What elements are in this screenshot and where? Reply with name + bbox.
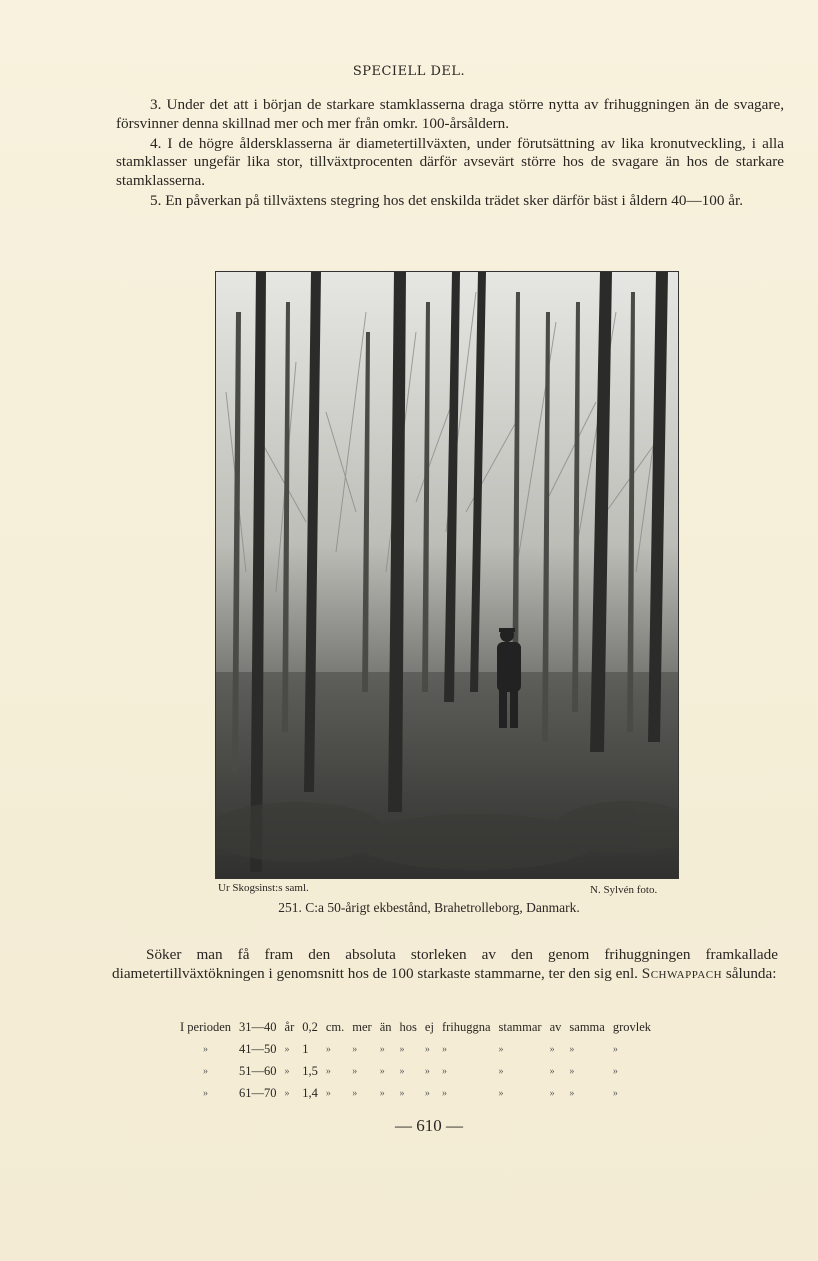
unit: » (284, 1065, 290, 1077)
row-label: » (203, 1087, 209, 1099)
ditto-cell: » (352, 1043, 358, 1055)
unit: » (284, 1043, 290, 1055)
text-cell: hos (399, 1019, 417, 1034)
ditto-cell: » (569, 1043, 575, 1055)
row-label: » (203, 1043, 209, 1055)
text-cell: av (549, 1019, 562, 1034)
ditto-cell: » (441, 1087, 447, 1099)
table-row (176, 1016, 655, 1038)
intro-paragraph (112, 946, 778, 984)
row-label: » (203, 1065, 209, 1077)
ditto-cell: » (549, 1065, 555, 1077)
ditto-cell: » (325, 1065, 331, 1077)
ditto-cell: » (549, 1087, 555, 1099)
table-row (176, 1038, 655, 1060)
period-range: 41—50 (239, 1041, 277, 1056)
unit: år (284, 1019, 295, 1034)
page-number: — 610 — (395, 1116, 463, 1135)
value: 1,4 (302, 1085, 318, 1100)
period-range: 61—70 (239, 1085, 277, 1100)
ditto-cell: » (379, 1087, 385, 1099)
paragraph-3: 3. Under det att i början de starkare stamklasserna draga större nytta av frihuggningen än de svagare, försvinner denna skillnad mer och mer från omkr. 100-årsåldern. (116, 96, 784, 132)
ditto-cell: » (352, 1087, 358, 1099)
ditto-cell: » (399, 1065, 405, 1077)
forest-photograph (215, 271, 679, 879)
value: 1,5 (302, 1063, 318, 1078)
ditto-cell: » (498, 1087, 504, 1099)
figure-caption: 251. C:a 50-årigt ekbestånd, Brahetrolleborg, Danmark. (278, 900, 580, 915)
table-row (176, 1082, 655, 1104)
text-cell: grovlek (612, 1019, 652, 1034)
text-cell: stammar (498, 1019, 542, 1034)
ditto-cell: » (612, 1087, 618, 1099)
ditto-cell: » (549, 1043, 555, 1055)
text-cell: ej (424, 1019, 434, 1034)
ditto-cell: » (379, 1065, 385, 1077)
ditto-cell: » (424, 1087, 430, 1099)
unit: » (284, 1087, 290, 1099)
value: 0,2 (302, 1019, 318, 1034)
ditto-cell: » (498, 1043, 504, 1055)
ditto-cell: » (325, 1043, 331, 1055)
value: 1 (302, 1041, 309, 1056)
growth-table (176, 1016, 655, 1104)
intro-text-after: sålunda: (722, 964, 777, 982)
photographer-credit: N. Sylvén foto. (590, 884, 658, 896)
text-cell: än (379, 1019, 392, 1034)
paragraph-4: 4. I de högre åldersklasserna är diametertillväxten, under förutsättning av lika kronutveckling, i alla stamklasser ungefär lika stor, tillväxtprocenten därför avsevärt större hos de svagare än hos de starkare stamklasserna. (116, 134, 784, 190)
period-range: 31—40 (239, 1019, 277, 1034)
ditto-cell: » (612, 1065, 618, 1077)
table-row (176, 1060, 655, 1082)
ditto-cell: » (441, 1043, 447, 1055)
ditto-cell: » (569, 1087, 575, 1099)
ditto-cell: » (399, 1087, 405, 1099)
ditto-cell: » (424, 1043, 430, 1055)
text-cell: mer (352, 1019, 372, 1034)
text-cell: frihuggna (441, 1019, 491, 1034)
ditto-cell: » (441, 1065, 447, 1077)
text-cell: samma (569, 1019, 605, 1034)
ditto-cell: » (379, 1043, 385, 1055)
ditto-cell: » (352, 1065, 358, 1077)
ditto-cell: » (498, 1065, 504, 1077)
period-range: 51—60 (239, 1063, 277, 1078)
ditto-cell: » (424, 1065, 430, 1077)
ditto-cell: » (612, 1043, 618, 1055)
intro-text-before: Söker man få fram den absoluta storleken av den genom frihuggningen framkallade diametertillväxtökningen i genomsnitt hos de 100 starkaste stammarne, ter den sig enl. (112, 946, 778, 982)
numbered-paragraphs (116, 96, 784, 211)
running-header: SPECIELL DEL. (352, 64, 466, 79)
ditto-cell: » (399, 1043, 405, 1055)
ditto-cell: » (569, 1065, 575, 1077)
text-cell: cm. (325, 1019, 345, 1034)
photo-source-credit: Ur Skogsinst:s saml. (218, 882, 309, 894)
paragraph-5: 5. En påverkan på tillväxtens stegring hos det enskilda trädet sker därför bäst i åldern 40—100 år. (150, 191, 743, 209)
author-name: Schwappach (641, 964, 723, 982)
row-label: I perioden (180, 1019, 232, 1034)
ditto-cell: » (325, 1087, 331, 1099)
